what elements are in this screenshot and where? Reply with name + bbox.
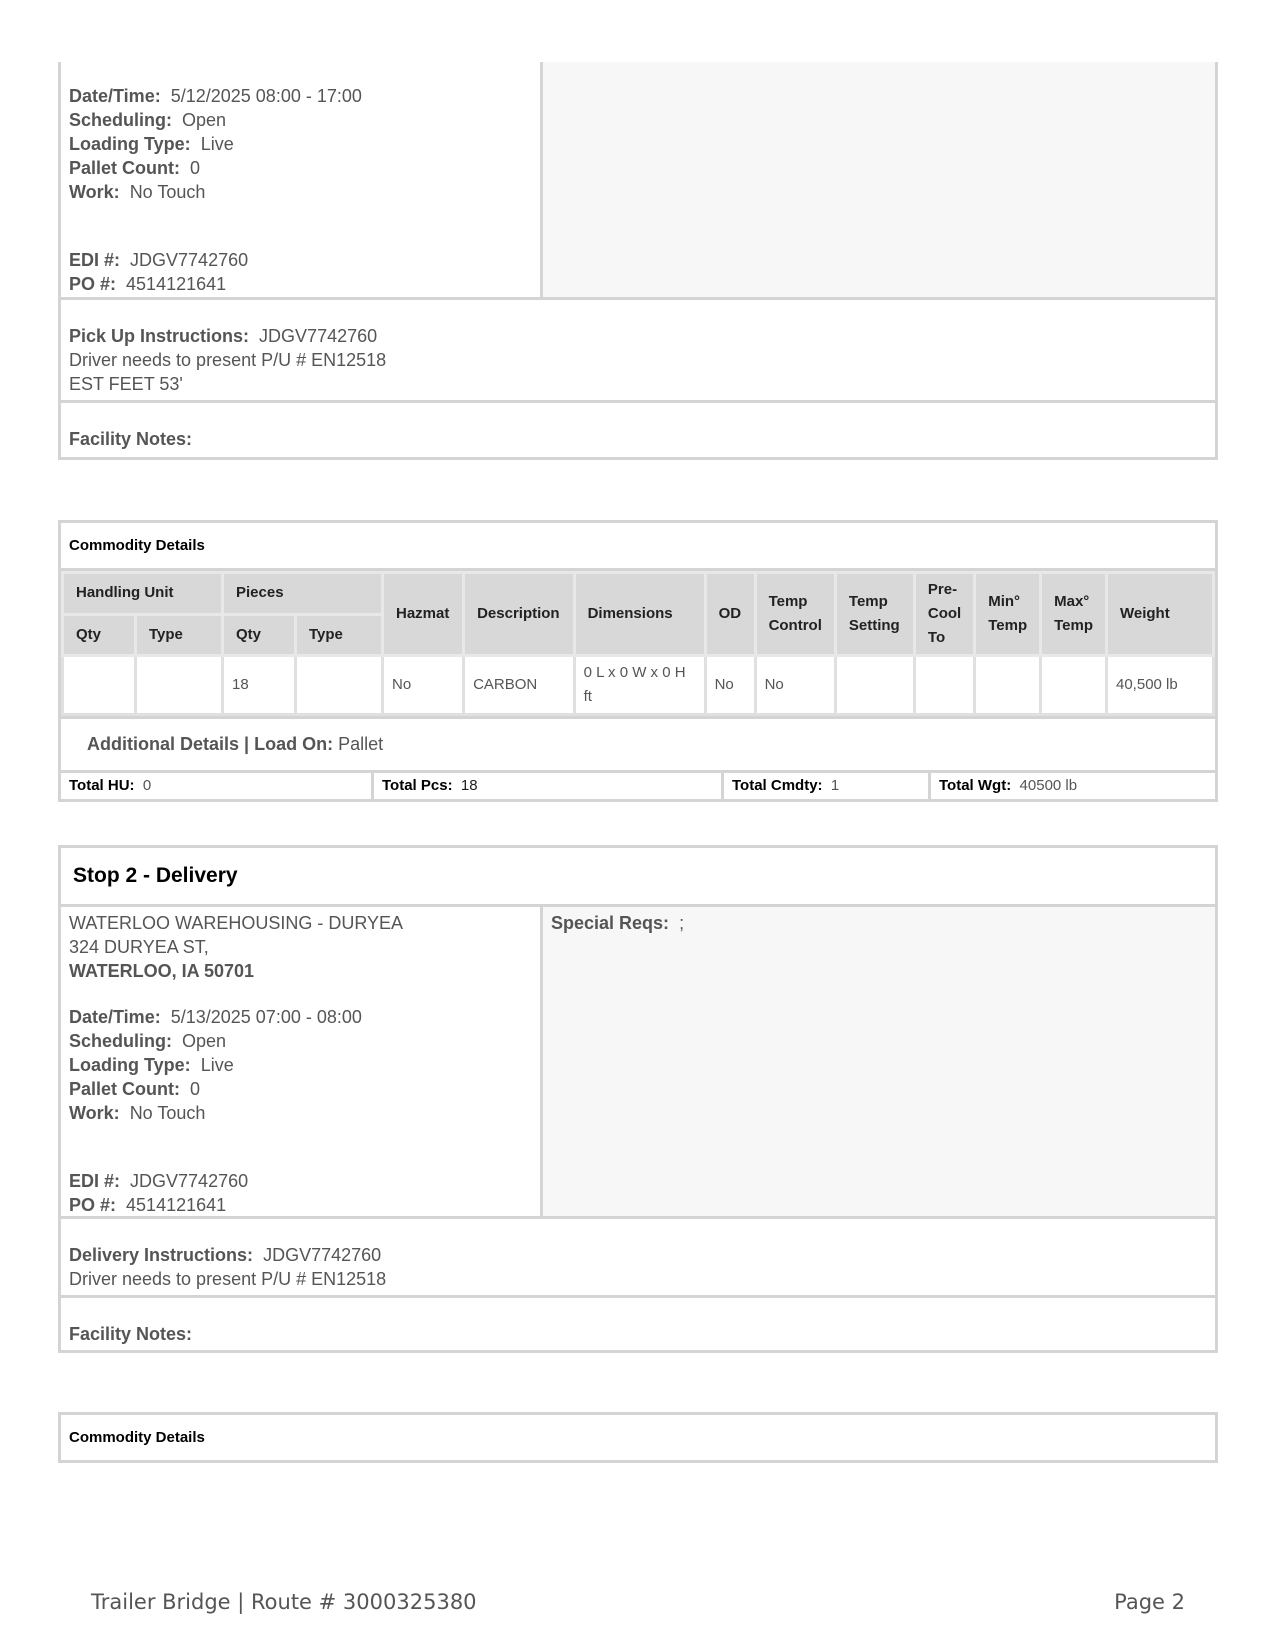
cell-description: CARBON	[464, 656, 575, 715]
stop1-instructions-row	[61, 300, 1215, 403]
stop1-work: Work: No Touch	[69, 182, 206, 202]
stop2-instructions-row	[61, 1219, 1215, 1298]
stop1-loading-type: Loading Type: Live	[69, 134, 234, 154]
stop2-datetime: Date/Time: 5/13/2025 07:00 - 08:00	[69, 1007, 362, 1027]
stop2-special-reqs: Special Reqs: ;	[543, 907, 1215, 1216]
stop2-po: PO #: 4514121641	[69, 1195, 227, 1215]
stop1-pallet-count: Pallet Count: 0	[69, 158, 201, 178]
stop1-box	[58, 62, 1218, 460]
stop2-work: Work: No Touch	[69, 1103, 206, 1123]
stop1-scheduling: Scheduling: Open	[69, 110, 227, 130]
stop2-facility-row	[61, 1298, 1215, 1350]
table-row	[63, 656, 1214, 715]
stop2-pallet-count: Pallet Count: 0	[69, 1079, 201, 1099]
stop1-info-row	[61, 62, 1215, 300]
cell-od: No	[705, 656, 755, 715]
cell-pcs-qty: 18	[223, 656, 296, 715]
commodity-details-title-2: Commodity Details	[69, 1429, 205, 1446]
commodity-table	[61, 571, 1215, 716]
col-precool: Pre-Cool To	[914, 573, 974, 656]
commodity-details-title: Commodity Details	[61, 523, 1215, 571]
stop1-pickup-instructions: Pick Up Instructions: JDGV7742760 Driver needs to present P/U # EN12518 EST FEET 53'	[69, 326, 387, 394]
footer-page-number: Page 2	[1114, 1590, 1185, 1614]
stop2-title: Stop 2 - Delivery	[61, 848, 1215, 907]
col-max-temp: Max° Temp	[1041, 573, 1107, 656]
stop1-special-panel	[543, 62, 1215, 297]
cell-hu-type	[136, 656, 223, 715]
total-hu: Total HU: 0	[61, 773, 374, 799]
col-dimensions: Dimensions	[574, 573, 705, 656]
stop2-street: 324 DURYEA ST,	[69, 937, 209, 957]
stop2-info-row	[61, 907, 1215, 1219]
col-pcs-qty: Qty	[223, 614, 296, 656]
cell-min-temp	[975, 656, 1041, 715]
cell-precool	[914, 656, 974, 715]
stop2-delivery-instructions: Delivery Instructions: JDGV7742760 Driver needs to present P/U # EN12518	[69, 1245, 387, 1289]
cell-weight: 40,500 lb	[1107, 656, 1214, 715]
cell-dimensions: 0 L x 0 W x 0 H ft	[574, 656, 705, 715]
col-hazmat: Hazmat	[383, 573, 464, 656]
stop2-city: WATERLOO, IA 50701	[69, 961, 255, 981]
footer-route: Trailer Bridge | Route # 3000325380	[91, 1590, 477, 1614]
stop2-scheduling: Scheduling: Open	[69, 1031, 227, 1051]
col-description: Description	[464, 573, 575, 656]
total-cmdty: Total Cmdty: 1	[724, 773, 931, 799]
cell-temp-control: No	[755, 656, 835, 715]
stop1-datetime: Date/Time: 5/12/2025 08:00 - 17:00	[69, 86, 362, 106]
total-pcs: Total Pcs: 18	[374, 773, 724, 799]
cell-max-temp	[1041, 656, 1107, 715]
col-od: OD	[705, 573, 755, 656]
total-wgt: Total Wgt: 40500 lb	[939, 777, 1078, 794]
stop2-details	[61, 907, 543, 1216]
stop1-facility-notes: Facility Notes:	[69, 429, 193, 449]
cell-hazmat: No	[383, 656, 464, 715]
cell-pcs-type	[296, 656, 383, 715]
stop2-edi: EDI #: JDGV7742760	[69, 1171, 249, 1191]
col-temp-setting: Temp Setting	[835, 573, 914, 656]
stop1-details	[61, 62, 543, 297]
commodity-details-1	[58, 520, 1218, 802]
stop2-facility-name: WATERLOO WAREHOUSING - DURYEA	[69, 913, 404, 933]
stop1-facility-row	[61, 403, 1215, 457]
stop1-edi: EDI #: JDGV7742760	[69, 250, 249, 270]
col-temp-control: Temp Control	[755, 573, 835, 656]
col-pcs-type: Type	[296, 614, 383, 656]
col-min-temp: Min° Temp	[975, 573, 1041, 656]
cell-hu-qty	[63, 656, 136, 715]
commodity-totals	[61, 773, 1215, 799]
col-hu-qty: Qty	[63, 614, 136, 656]
stop1-po: PO #: 4514121641	[69, 274, 227, 294]
col-handling-unit: Handling Unit	[63, 573, 223, 615]
stop2-box	[58, 845, 1218, 1353]
stop2-loading-type: Loading Type: Live	[69, 1055, 234, 1075]
commodity-details-2	[58, 1412, 1218, 1463]
stop2-facility-notes: Facility Notes:	[69, 1324, 193, 1344]
col-pieces: Pieces	[223, 573, 383, 615]
additional-details: Additional Details | Load On: Pallet	[61, 716, 1215, 773]
cell-temp-setting	[835, 656, 914, 715]
col-weight: Weight	[1107, 573, 1214, 656]
col-hu-type: Type	[136, 614, 223, 656]
